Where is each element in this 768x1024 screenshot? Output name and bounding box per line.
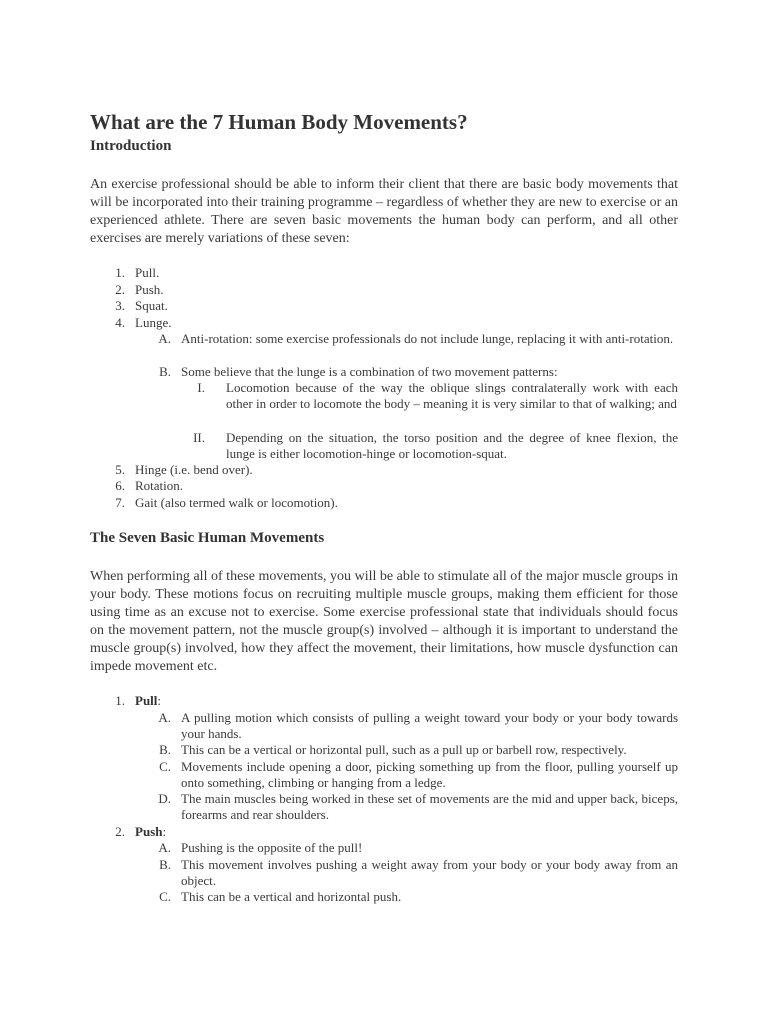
list-marker: A. bbox=[158, 840, 171, 855]
list-marker: C. bbox=[159, 759, 171, 774]
list-marker: II. bbox=[193, 430, 205, 445]
list-marker: 7. bbox=[115, 495, 125, 510]
list-marker: D. bbox=[158, 791, 171, 806]
label-suffix: : bbox=[157, 693, 162, 708]
list-item-text: Pull. bbox=[135, 265, 160, 280]
list-marker: 2. bbox=[115, 282, 125, 297]
list-item-text: Lunge. bbox=[135, 315, 172, 330]
list-marker: C. bbox=[159, 889, 171, 904]
list-item-text: Movements include opening a door, picking something up from the floor, pulling yourself up onto something, climbing or hanging from a ledge. bbox=[181, 759, 678, 791]
list-marker: 2. bbox=[115, 824, 125, 839]
list-item-text: This movement involves pushing a weight away from your body or your body away from an object. bbox=[181, 857, 678, 889]
list-item-text: Gait (also termed walk or locomotion). bbox=[135, 495, 338, 510]
list-item-text: Hinge (i.e. bend over). bbox=[135, 462, 253, 477]
list-item-text: Rotation. bbox=[135, 478, 184, 493]
list-item-text: Locomotion because of the way the oblique slings contralaterally work with each other in order to locomote the body – meaning it is very similar to that of walking; and bbox=[226, 380, 678, 412]
list-marker: B. bbox=[159, 364, 171, 379]
label-suffix: : bbox=[162, 824, 167, 839]
list-item-label: Pull bbox=[135, 693, 158, 708]
list-item-text: Pushing is the opposite of the pull! bbox=[181, 840, 363, 855]
list-marker: B. bbox=[159, 857, 171, 872]
list-item-text: This can be a vertical or horizontal pull, such as a pull up or barbell row, respectively. bbox=[181, 742, 627, 757]
list-marker: 1. bbox=[115, 693, 125, 708]
section-paragraph: When performing all of these movements, you will be able to stimulate all of the major muscle groups in your body. These motions focus on recruiting multiple muscle groups, making them efficient for those using time as an excuse not to exercise. Some exercise professional state that individuals should focus on the movement pattern, not the muscle group(s) involved – although it is important to understand the muscle group(s) involved, how they affect the movement, their limitations, how muscle dysfunction can impede movement etc. bbox=[90, 569, 678, 674]
list-marker: A. bbox=[158, 710, 171, 725]
list-item-text: Depending on the situation, the torso position and the degree of knee flexion, the lunge is either locomotion-hinge or locomotion-squat. bbox=[226, 430, 678, 462]
intro-paragraph: An exercise professional should be able to inform their client that there are basic body movements that will be incorporated into their training programme – regardless of whether they are new to exercise or an experienced athlete. There are seven basic movements the human body can perform, and all other exercises are merely variations of these seven: bbox=[90, 177, 678, 246]
list-marker: 1. bbox=[115, 265, 125, 280]
list-item-text: Squat. bbox=[135, 298, 168, 313]
list-marker: A. bbox=[158, 331, 171, 346]
list-marker: 4. bbox=[115, 315, 125, 330]
list-item-text: The main muscles being worked in these set of movements are the mid and upper back, biceps, forearms and rear shoulders. bbox=[181, 791, 678, 823]
section-heading: The Seven Basic Human Movements bbox=[90, 530, 325, 546]
document-title: What are the 7 Human Body Movements? bbox=[90, 110, 468, 134]
list-marker: I. bbox=[197, 380, 205, 395]
list-item-text: This can be a vertical and horizontal push. bbox=[181, 889, 402, 904]
list-item-text: Anti-rotation: some exercise professionals do not include lunge, replacing it with anti-rotation. bbox=[181, 331, 674, 346]
list-marker: 5. bbox=[115, 462, 125, 477]
list-item-text: A pulling motion which consists of pulling a weight toward your body or your body towards your hands. bbox=[181, 710, 678, 742]
list-marker: 3. bbox=[115, 298, 125, 313]
list-item-text: Some believe that the lunge is a combination of two movement patterns: bbox=[181, 364, 558, 379]
list-item-label: Push bbox=[135, 824, 163, 839]
list-marker: 6. bbox=[115, 478, 125, 493]
list-marker: B. bbox=[159, 742, 171, 757]
intro-heading: Introduction bbox=[90, 138, 172, 154]
list-item-text: Push. bbox=[135, 282, 164, 297]
